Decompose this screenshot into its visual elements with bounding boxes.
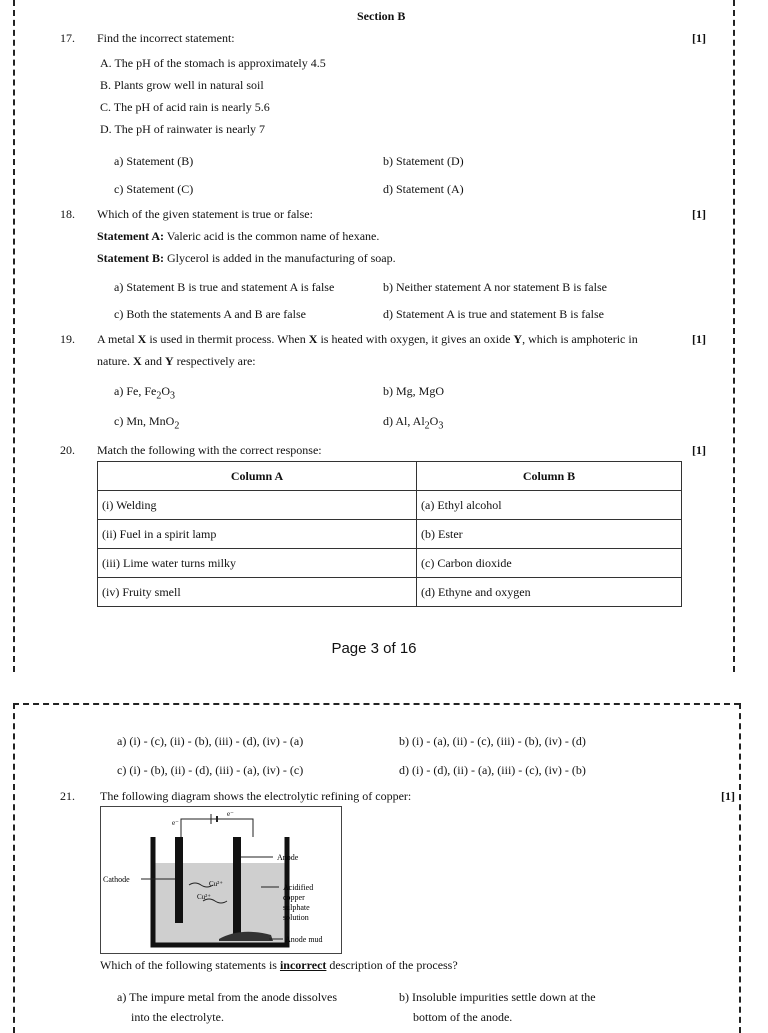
q19-x: X bbox=[132, 354, 142, 368]
q17-statement: B. Plants grow well in natural soil bbox=[100, 78, 264, 92]
q17-mark: [1] bbox=[692, 31, 706, 45]
q19-option-d-text: O bbox=[429, 414, 439, 428]
q21-question-text: Which of the following statements is bbox=[100, 958, 280, 972]
q19-text-part: is used in thermit process. When bbox=[146, 332, 309, 346]
q18-statement-a-text: Valeric acid is the common name of hexane. bbox=[163, 229, 380, 243]
page-footer: Page 3 of 16 bbox=[331, 640, 417, 657]
q20-option-a[interactable]: a) (i) - (c), (ii) - (b), (iii) - (d), (iv) - (a) bbox=[117, 734, 304, 748]
electrolytic-refining-diagram bbox=[100, 806, 342, 954]
q20-number: 20. bbox=[60, 443, 75, 457]
q18-text: Which of the given statement is true or false: bbox=[97, 207, 313, 221]
q18-statement-b bbox=[97, 251, 396, 266]
table-row bbox=[98, 491, 682, 520]
table-cell: (d) Ethyne and oxygen bbox=[417, 578, 682, 607]
q21-number: 21. bbox=[60, 789, 75, 803]
table-row bbox=[98, 578, 682, 607]
q19-text-part: nature. bbox=[97, 354, 133, 368]
q17-option-c[interactable]: c) Statement (C) bbox=[114, 182, 194, 196]
q20-option-c[interactable]: c) (i) - (b), (ii) - (d), (iii) - (a), (iv) - (c) bbox=[117, 763, 304, 777]
table-cell: (ii) Fuel in a spirit lamp bbox=[98, 520, 417, 549]
q19-text-part: is heated with oxygen, it gives an oxide bbox=[317, 332, 514, 346]
q19-subscript: 2 bbox=[156, 390, 162, 402]
q19-x: X bbox=[308, 332, 318, 346]
q21-question-text: description of the process? bbox=[326, 958, 458, 972]
cu-ion-label: Cu²⁺ bbox=[197, 893, 211, 901]
q17-text: Find the incorrect statement: bbox=[97, 31, 235, 45]
q19-text-part: A metal bbox=[97, 332, 138, 346]
q19-option-a-text: O bbox=[161, 384, 170, 398]
table-row bbox=[98, 549, 682, 578]
q18-option-c[interactable]: c) Both the statements A and B are false bbox=[114, 307, 306, 321]
table-cell: (iv) Fruity smell bbox=[98, 578, 417, 607]
q19-text-part: , which is amphoteric in bbox=[522, 332, 638, 346]
q21-question-emphasis: incorrect bbox=[279, 958, 327, 972]
anode-mud-label: Anode mud bbox=[285, 935, 323, 944]
q19-option-c-text: c) Mn, MnO bbox=[114, 414, 175, 428]
q20-text: Match the following with the correct response: bbox=[97, 443, 322, 457]
q19-mark: [1] bbox=[692, 332, 706, 346]
match-table bbox=[97, 461, 682, 607]
q18-statement-a-label: Statement A: bbox=[97, 229, 164, 243]
q18-statement-b-text: Glycerol is added in the manufacturing of soap. bbox=[163, 251, 396, 265]
q17-statement: C. The pH of acid rain is nearly 5.6 bbox=[100, 100, 270, 114]
section-title: Section B bbox=[357, 9, 406, 23]
q19-option-d-text: d) Al, Al bbox=[383, 414, 425, 428]
q21-text: The following diagram shows the electrolytic refining of copper: bbox=[100, 789, 412, 803]
q18-mark: [1] bbox=[692, 207, 706, 221]
table-cell: (c) Carbon dioxide bbox=[417, 549, 682, 578]
q19-x: X bbox=[137, 332, 147, 346]
q18-statement-a bbox=[97, 229, 379, 244]
q17-number: 17. bbox=[60, 31, 75, 45]
solution-label: sulphate bbox=[283, 903, 310, 912]
q17-option-d[interactable]: d) Statement (A) bbox=[383, 182, 464, 196]
q18-option-d[interactable]: d) Statement A is true and statement B is false bbox=[383, 307, 604, 321]
q19-y: Y bbox=[513, 332, 523, 346]
table-header: Column B bbox=[417, 462, 682, 491]
q19-number: 19. bbox=[60, 332, 75, 346]
q19-text-part: respectively are: bbox=[173, 354, 256, 368]
table-header: Column A bbox=[98, 462, 417, 491]
q18-option-b[interactable]: b) Neither statement A nor statement B is false bbox=[383, 280, 607, 294]
q21-option-a-line: into the electrolyte. bbox=[131, 1010, 224, 1024]
q19-text-part: and bbox=[141, 354, 165, 368]
q21-option-b-line: bottom of the anode. bbox=[413, 1010, 513, 1024]
page-border-top-bottom bbox=[13, 703, 740, 705]
q19-subscript: 3 bbox=[170, 390, 175, 402]
electrolytic-cell-illustration bbox=[101, 807, 341, 953]
table-cell: (iii) Lime water turns milky bbox=[98, 549, 417, 578]
q21-option-a-line: a) The impure metal from the anode dissolves bbox=[117, 990, 338, 1004]
q19-option-d[interactable] bbox=[383, 414, 443, 431]
solution-label: copper bbox=[283, 893, 305, 902]
q18-number: 18. bbox=[60, 207, 75, 221]
anode-label: Anode bbox=[277, 853, 299, 862]
page-border-right-bottom bbox=[739, 703, 741, 1033]
q19-option-a-text: a) Fe, Fe bbox=[114, 384, 157, 398]
q21-option-a[interactable] bbox=[117, 990, 337, 1025]
q19-text-line2 bbox=[97, 354, 256, 369]
q19-option-a[interactable] bbox=[114, 384, 175, 401]
q20-option-b[interactable]: b) (i) - (a), (ii) - (c), (iii) - (b), (iv) - (d) bbox=[399, 734, 586, 748]
table-cell: (b) Ester bbox=[417, 520, 682, 549]
q18-statement-b-label: Statement B: bbox=[97, 251, 164, 265]
table-cell: (i) Welding bbox=[98, 491, 417, 520]
page-border-left-top bbox=[13, 0, 15, 672]
solution-label: Acidified bbox=[283, 883, 314, 892]
q19-text-line1 bbox=[97, 332, 638, 347]
q19-option-c[interactable] bbox=[114, 414, 179, 431]
q17-statement: A. The pH of the stomach is approximately 4.5 bbox=[100, 56, 326, 70]
q20-mark: [1] bbox=[692, 443, 706, 457]
table-header-row bbox=[98, 462, 682, 491]
q19-subscript: 2 bbox=[424, 420, 430, 432]
cathode-label: Cathode bbox=[103, 875, 130, 884]
q17-option-b[interactable]: b) Statement (D) bbox=[383, 154, 464, 168]
q20-option-d[interactable]: d) (i) - (d), (ii) - (a), (iii) - (c), (iv) - (b) bbox=[399, 763, 586, 777]
electron-label: e⁻ bbox=[227, 810, 234, 818]
table-row bbox=[98, 520, 682, 549]
q21-option-b[interactable] bbox=[399, 990, 596, 1025]
q18-option-a[interactable]: a) Statement B is true and statement A is false bbox=[114, 280, 335, 294]
q19-option-b[interactable]: b) Mg, MgO bbox=[383, 384, 445, 398]
q19-subscript: 2 bbox=[174, 420, 180, 432]
q19-subscript: 3 bbox=[438, 420, 444, 432]
electron-label: e⁻ bbox=[172, 819, 179, 827]
q21-question bbox=[100, 958, 458, 973]
q21-option-b-line: b) Insoluble impurities settle down at the bbox=[399, 990, 596, 1004]
q17-statement: D. The pH of rainwater is nearly 7 bbox=[100, 122, 266, 136]
page-border-left-bottom bbox=[13, 703, 15, 1033]
table-cell: (a) Ethyl alcohol bbox=[417, 491, 682, 520]
q17-option-a[interactable]: a) Statement (B) bbox=[114, 154, 194, 168]
solution-label: solution bbox=[283, 913, 309, 922]
q21-mark: [1] bbox=[721, 789, 735, 803]
q19-y: Y bbox=[164, 354, 174, 368]
cu-ion-label: Cu²⁺ bbox=[209, 880, 223, 888]
page-border-right-top bbox=[733, 0, 735, 672]
